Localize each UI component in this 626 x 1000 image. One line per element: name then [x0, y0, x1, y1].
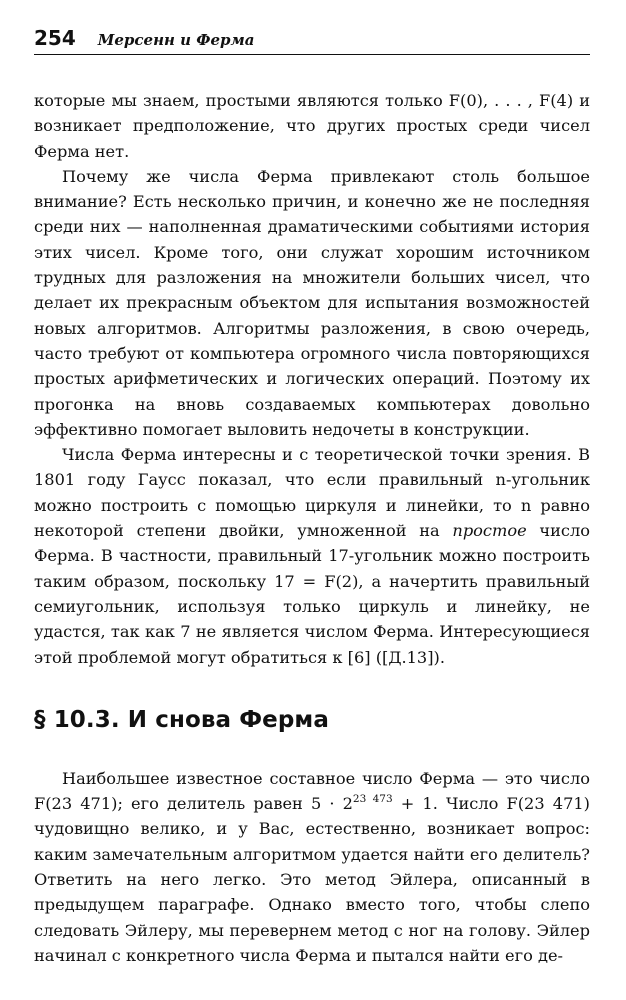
running-title: Мерсенн и Ферма: [97, 31, 255, 49]
paragraph-gauss-text-start: Числа Ферма интересны и с теоретической точки зрения. В 1801 году Гаусс показал, что если правильный n-угольник можно построить с помощью циркуля и линейки, то n равно некоторой степени двойки, умноженной на: [34, 445, 590, 541]
page-number: 254: [34, 26, 76, 50]
paragraph-gauss-polygons: [34, 442, 590, 670]
running-head: [34, 24, 590, 55]
page-text: [34, 88, 590, 968]
section-heading: § 10.3. И снова Ферма: [34, 706, 329, 733]
emphasized-word-prime: простое: [452, 521, 527, 541]
paragraph-largest-text-start: Наибольшее известное составное число Ферма — это число F(23 471); его делитель равен 5 · 2: [34, 768, 590, 814]
paragraph-fermat-attention: Почему же числа Ферма привлекают столь большое внимание? Есть несколько причин, и конечно же не последняя среди них — наполненная драматическими событиями история этих чисел. Кроме того, они служат хорошим источником трудных для разложения на множители больших чисел, что делает их прекрасным объектом для испытания возможностей новых алгоритмов. Алгоритмы разложения, в свою очередь, часто требуют от компьютера огромного числа повторяющихся простых арифметических и логических операций. Поэтому их прогонка на вновь создаваемых компьютерах довольно эффективно помогает выловить недочеты в конструкции.: [34, 166, 590, 439]
paragraph-largest-text-end: + 1. Число F(23 471) чудовищно велико, и у Вас, естественно, возникает вопрос: каким замечательным алгоритмом удается найти его делитель? Ответить на него легко. Это метод Эйлера, описанный в предыдущем параграфе. Однако вместо того, чтобы слепо следовать Эйлеру, мы перевернем метод с ног на голову. Эйлер начинал с конкретного числа Ферма и пытался найти его де-: [34, 794, 590, 965]
paragraph-largest-composite: [34, 766, 590, 968]
paragraph-continuation: которые мы знаем, простыми являются только F(0), . . . , F(4) и возникает предположение, что других простых среди чисел Ферма нет.: [34, 91, 590, 161]
book-page: [34, 24, 590, 984]
power-exponent: 23 473: [352, 793, 393, 806]
paragraph-gauss-text-end: число Ферма. В частности, правильный 17-угольник можно построить таким образом, поскольку 17 = F(2), а начертить правильный семиугольник, используя только циркуль и линейку, не удастся, так как 7 не является числом Ферма. Интересующиеся этой проблемой могут обратиться к [6] ([Д.13]).: [34, 521, 590, 667]
